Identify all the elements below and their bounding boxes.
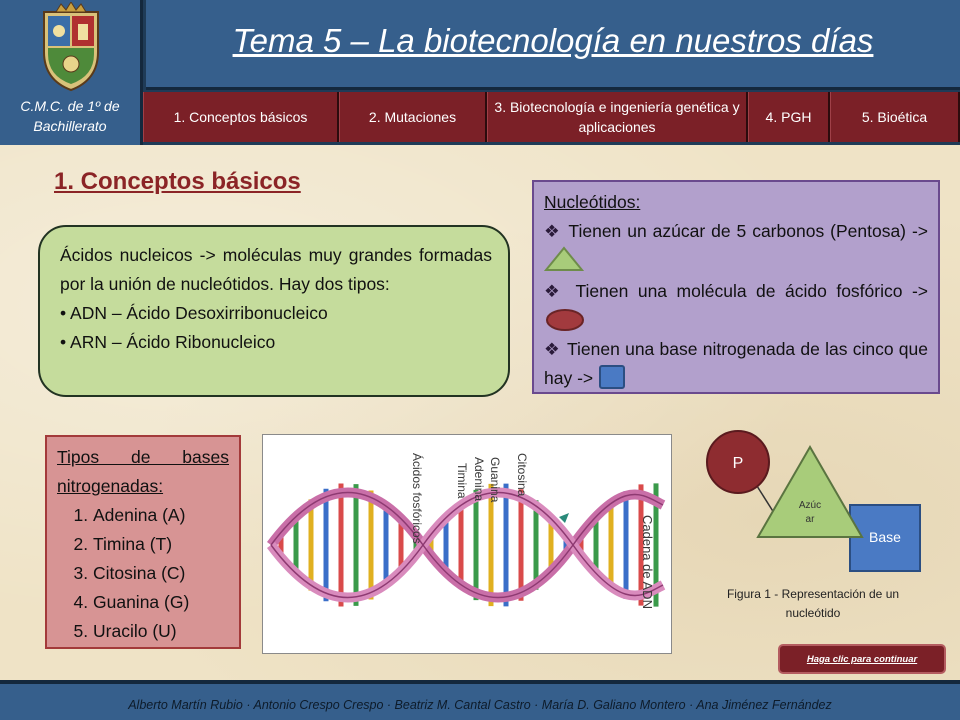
sugar-label-container xyxy=(788,499,832,539)
list-item xyxy=(544,277,928,335)
square-icon xyxy=(598,364,626,390)
continue-button[interactable]: Haga clic para continuar xyxy=(778,644,946,674)
diamond-bullet-icon: ❖ xyxy=(544,221,561,241)
phosphate-label: P xyxy=(732,455,744,472)
base-label: Base xyxy=(869,529,901,545)
nucleotide-phosphate-text: Tienen una molécula de ácido fosfórico -> xyxy=(575,281,928,301)
list-item: 5. Uracilo (U) xyxy=(93,617,229,646)
dna-double-helix-figure xyxy=(262,434,672,654)
list-item: • ARN – Ácido Ribonucleico xyxy=(60,332,276,352)
sugar-label: Azúcar xyxy=(798,500,822,525)
list-item: 2. Timina (T) xyxy=(93,530,229,559)
list-item: • ADN – Ácido Desoxirribonucleico xyxy=(60,303,328,323)
oval-icon xyxy=(544,308,586,332)
dna-helix-illustration xyxy=(263,435,671,653)
footer xyxy=(0,680,960,720)
dna-label: Citosina xyxy=(515,453,529,497)
nitrogen-bases-list xyxy=(57,501,229,646)
nucleic-acids-box xyxy=(38,225,510,397)
tab-biotecnologia[interactable]: 3. Biotecnología e ingeniería genética y aplicaciones xyxy=(487,92,748,142)
school-subtitle: C.M.C. de 1º de Bachillerato xyxy=(20,98,120,134)
list-item: 4. Guanina (G) xyxy=(93,588,229,617)
triangle-icon xyxy=(544,246,584,272)
tab-pgh[interactable]: 4. PGH xyxy=(748,92,830,142)
tab-bar xyxy=(143,92,960,142)
page-title: Tema 5 – La biotecnología en nuestros días xyxy=(232,22,874,59)
acid-type-arn: ARN – Ácido Ribonucleico xyxy=(70,332,276,352)
nucleotides-box xyxy=(532,180,940,394)
tab-mutaciones[interactable]: 2. Mutaciones xyxy=(339,92,487,142)
nucleotide-sugar-text: Tienen un azúcar de 5 carbonos (Pentosa) -> xyxy=(568,221,928,241)
acid-type-adn: ADN – Ácido Desoxirribonucleico xyxy=(70,303,328,323)
list-item: 1. Adenina (A) xyxy=(93,501,229,530)
dna-label: Timina xyxy=(455,463,469,499)
nitrogen-bases-box xyxy=(45,435,241,649)
list-item xyxy=(544,217,928,277)
dna-label: Guanina xyxy=(488,457,502,503)
dna-label: Ácidos fosfóricos xyxy=(410,453,424,544)
list-item: 3. Citosina (C) xyxy=(93,559,229,588)
tab-bioetica[interactable]: 5. Bioética xyxy=(830,92,960,142)
dna-label: Adenina xyxy=(472,457,486,502)
figure-caption: Figura 1 - Representación de un nucleótido xyxy=(726,587,900,620)
title-panel xyxy=(146,0,960,90)
nucleotides-heading: Nucleótidos: xyxy=(544,192,641,212)
section-title: 1. Conceptos básicos xyxy=(54,168,301,195)
tab-conceptos-basicos[interactable]: 1. Conceptos básicos xyxy=(143,92,339,142)
nitrogen-bases-heading: Tipos de bases nitrogenadas: xyxy=(57,447,229,496)
nucleotide-base-text: Tienen una base nitrogenada de las cinco que hay -> xyxy=(544,339,928,388)
logo-panel xyxy=(0,0,143,145)
dna-side-label: Cadena de ADN xyxy=(640,515,655,609)
diamond-bullet-icon: ❖ xyxy=(544,339,561,359)
nucleotide-diagram xyxy=(700,425,940,585)
nucleic-acids-intro: Ácidos nucleicos -> moléculas muy grandes formadas por la unión de nucleótidos. Hay dos tipos: xyxy=(60,245,492,294)
authors-credits: Alberto Martín Rubio · Antonio Crespo Crespo · Beatriz M. Cantal Castro · María D. Galiano Montero · Ana Jiménez Fernández xyxy=(128,698,832,712)
school-crest-logo xyxy=(36,2,106,94)
diamond-bullet-icon: ❖ xyxy=(544,281,565,301)
list-item xyxy=(544,335,928,393)
header xyxy=(0,0,960,145)
